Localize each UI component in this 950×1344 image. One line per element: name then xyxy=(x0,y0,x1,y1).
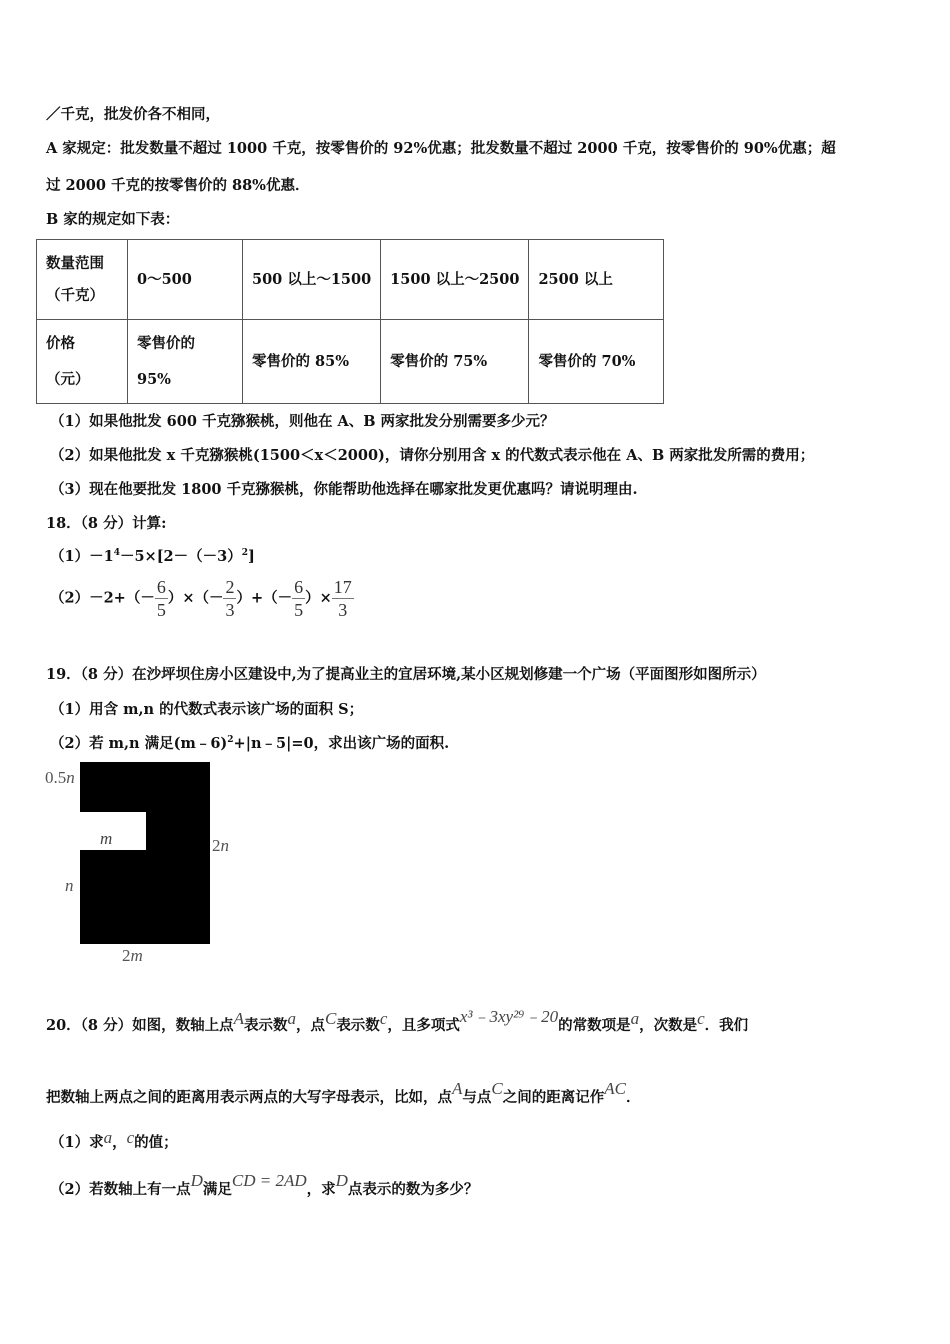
fraction-6-5-b: $\frac{6}{5}$ xyxy=(294,577,304,620)
q20-s2-a: （2）若数轴上有一点 xyxy=(50,1181,191,1198)
header-price-line1: 价格 xyxy=(46,334,75,352)
var-c: c xyxy=(126,1128,135,1147)
var-a: a xyxy=(103,1128,113,1147)
q20-l1-b: 表示数 xyxy=(243,1017,288,1034)
q20-s2-c: ，求 xyxy=(306,1181,336,1198)
table-header-price xyxy=(37,320,128,404)
table-cell: 500 以上～1500 xyxy=(243,240,381,320)
q18-part-2 xyxy=(50,576,354,621)
q20-l1-g: ，次数是 xyxy=(639,1017,698,1034)
var-A: A xyxy=(233,1009,244,1028)
q17-rule-b-intro: B 家的规定如下表： xyxy=(46,211,180,228)
var-C: C xyxy=(491,1079,503,1098)
polynomial: x³﹣3xy²⁹﹣20 xyxy=(459,1007,559,1026)
q17-rule-a-2: 过 2000 千克的按零售价的 88%优惠． xyxy=(46,177,310,194)
q18-p2-start: （2）－2+（－ xyxy=(50,589,155,607)
label-m: m xyxy=(100,829,113,848)
q18-p2-mid1: ）×（－ xyxy=(167,589,224,607)
table-cell: 1500 以上～2500 xyxy=(381,240,529,320)
label-2n: 2n xyxy=(212,836,229,855)
header-quantity-line1: 数量范围 xyxy=(46,254,104,272)
table-cell: 0～500 xyxy=(128,240,243,320)
q20-l2-b: 与点 xyxy=(462,1089,492,1106)
q20-sub-1 xyxy=(50,1128,178,1152)
var-AC: AC xyxy=(604,1079,626,1098)
fraction-6-5: $\frac{6}{5}$ xyxy=(156,577,166,620)
fraction-17-3: $\frac{17}{3}$ xyxy=(333,577,352,620)
cell-line1: 零售价的 xyxy=(137,334,195,352)
q18-title: 18．（8 分）计算: xyxy=(46,515,167,532)
table-cell: 2500 以上 xyxy=(529,240,664,320)
table-cell: 零售价的 85% xyxy=(243,320,381,404)
q20-l2-a: 把数轴上两点之间的距离用表示两点的大写字母表示，比如，点 xyxy=(46,1089,452,1106)
q18-p1-c: ] xyxy=(248,548,255,565)
q20-s2-d: 点表示的数为多少？ xyxy=(347,1181,479,1198)
label-2m: 2m xyxy=(122,946,143,965)
q18-p2-mid2: ）+（－ xyxy=(236,589,293,607)
q17-sub-3: （3）现在他要批发 1800 千克猕猴桃，你能帮助他选择在哪家批发更优惠吗？请说明理由. xyxy=(50,481,638,498)
b-pricing-table xyxy=(36,239,664,404)
q20-l1-e: ，且多项式 xyxy=(387,1017,460,1034)
cell-line2: 95% xyxy=(137,370,171,388)
q20-s1-a: （1）求 xyxy=(50,1134,104,1151)
q20-l2-c: 之间的距离记作 xyxy=(502,1089,605,1106)
q20-l1-f: 的常数项是 xyxy=(558,1017,631,1034)
table-cell: 零售价的 75% xyxy=(381,320,529,404)
q20-l1-d: 表示数 xyxy=(336,1017,380,1034)
var-A: A xyxy=(452,1079,463,1098)
q19-sub2-b: +|n﹣5|=0，求出该广场的面积. xyxy=(233,735,450,752)
table-cell: 零售价的 70% xyxy=(529,320,664,404)
var-c: c xyxy=(379,1009,388,1028)
q20-l1-a: 20．（8 分）如图，数轴上点 xyxy=(46,1017,234,1034)
q17-rule-a-1: A 家规定：批发数量不超过 1000 千克，按零售价的 92%优惠；批发数量不超过 2000 千克，按零售价的 90%优惠；超 xyxy=(46,140,836,157)
plaza-figure xyxy=(40,758,240,968)
q20-l1-h: ．我们 xyxy=(704,1017,749,1034)
header-price-line2: （元） xyxy=(46,370,90,388)
plaza-shape xyxy=(80,762,210,944)
var-D: D xyxy=(335,1171,348,1190)
q20-s1-c: 的值； xyxy=(134,1134,178,1151)
q20-sub-2 xyxy=(50,1171,479,1199)
label-0.5n: 0.5n xyxy=(45,768,75,787)
q20-line-2 xyxy=(46,1079,641,1107)
fraction-2-3: $\frac{2}{3}$ xyxy=(225,577,235,620)
table-header-quantity xyxy=(37,240,128,320)
var-a: a xyxy=(630,1009,640,1028)
q18-p1-exp2: 2 xyxy=(241,548,248,559)
q17-line-1: ／千克，批发价各不相同， xyxy=(46,106,220,123)
q20-line-1 xyxy=(46,1007,749,1035)
var-c: c xyxy=(697,1009,705,1028)
q18-part-1 xyxy=(50,545,255,566)
q20-s1-b: ， xyxy=(112,1134,127,1151)
q19-sub2-exp: 2 xyxy=(227,735,234,746)
condition-CD-2AD: CD = 2AD xyxy=(231,1171,307,1190)
q20-l2-d: ． xyxy=(625,1089,641,1106)
label-n: n xyxy=(65,876,74,895)
var-a: a xyxy=(287,1009,296,1028)
q19-sub-1: （1）用含 m,n 的代数式表示该广场的面积 S； xyxy=(50,701,364,718)
q18-p2-mid3: ）× xyxy=(305,589,332,607)
q19-sub2-a: （2）若 m,n 满足(m﹣6) xyxy=(50,735,228,752)
var-D: D xyxy=(190,1171,203,1190)
q18-p1-b: －5×[2－（－3） xyxy=(119,548,242,565)
q17-sub-2: （2）如果他批发 x 千克猕猴桃(1500＜x＜2000)，请你分别用含 x 的代数式表示他在 A、B 两家批发所需的费用； xyxy=(50,447,815,464)
q17-sub-1: （1）如果他批发 600 千克猕猴桃，则他在 A、B 两家批发分别需要多少元？ xyxy=(50,413,555,430)
q19-title: 19．（8 分）在沙坪坝住房小区建设中,为了提高业主的宜居环境,某小区规划修建一个广场（平面图形如图所示） xyxy=(46,666,766,683)
q18-p1-exp: 4 xyxy=(113,548,120,559)
q18-p1-a: （1）－1 xyxy=(50,548,114,565)
table-cell xyxy=(128,320,243,404)
q20-s2-b: 满足 xyxy=(202,1181,232,1198)
var-C: C xyxy=(324,1009,337,1028)
header-quantity-line2: （千克） xyxy=(46,286,104,304)
q19-sub-2 xyxy=(50,732,449,753)
q20-l1-c: ，点 xyxy=(295,1017,325,1034)
